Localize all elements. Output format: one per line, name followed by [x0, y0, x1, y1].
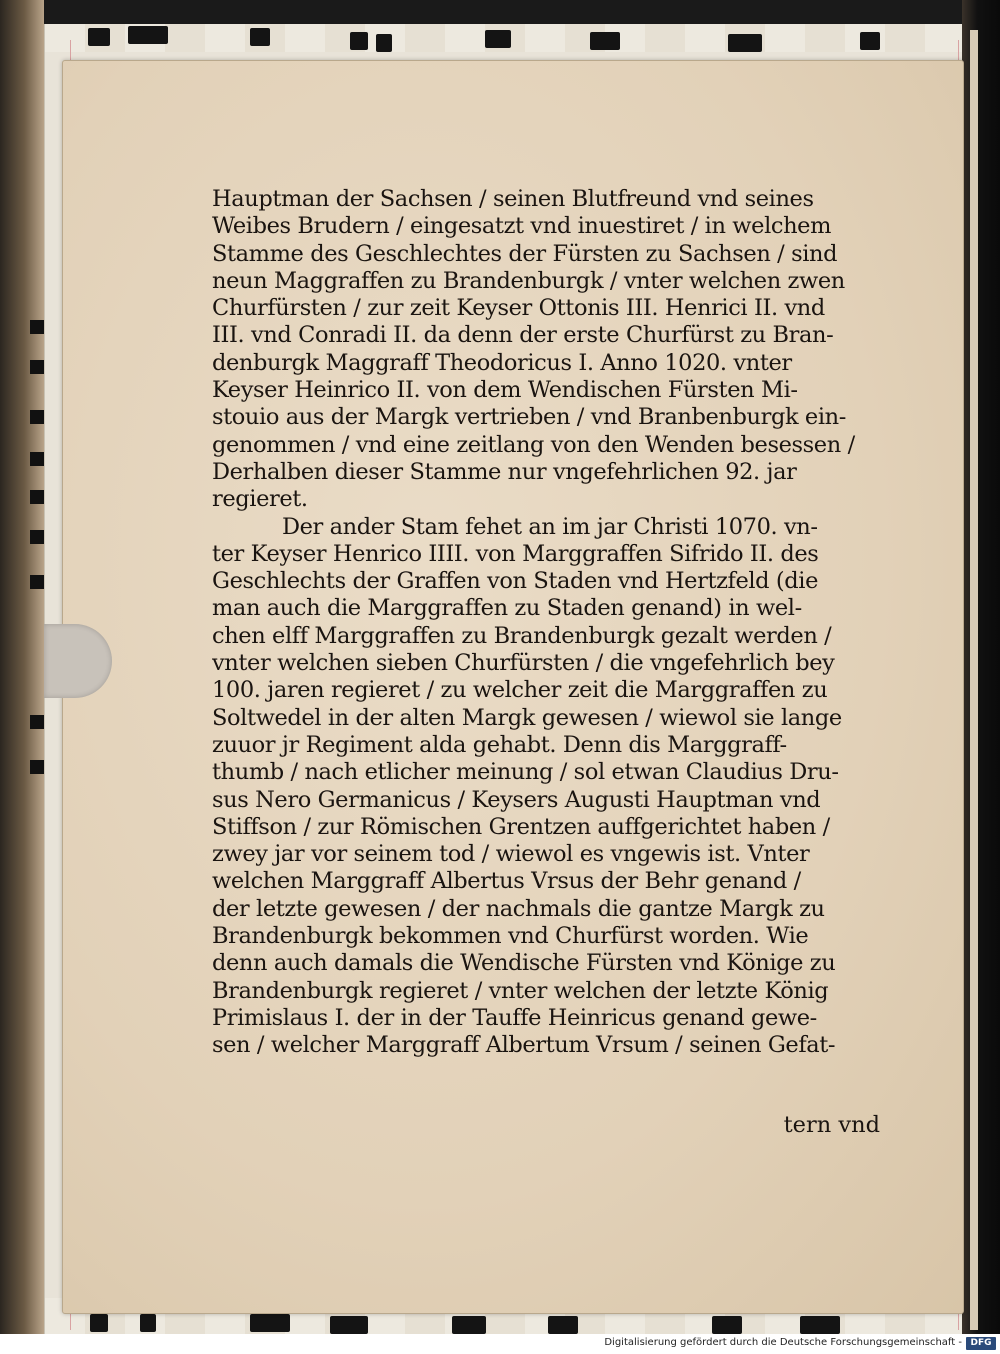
text-line: welchen Marggraff Albertus Vrsus der Behr genand /	[212, 868, 801, 895]
text-line: man auch die Marggraffen zu Staden genand) in wel-	[212, 595, 802, 622]
text-line: Brandenburgk regieret / vnter welchen der letzte König	[212, 977, 829, 1004]
dfg-logo-icon: DFG	[966, 1337, 996, 1350]
text-line: stouio aus der Margk vertrieben / vnd Branbenburgk ein-	[212, 404, 846, 431]
catchword: tern vnd	[783, 1112, 880, 1138]
top-tab-mark	[485, 30, 511, 48]
text-line: Derhalben dieser Stamme nur vngefehrlichen 92. jar	[212, 458, 797, 485]
text-line: neun Maggraffen zu Brandenburgk / vnter welchen zwen	[212, 267, 845, 294]
top-tab-mark	[350, 32, 368, 50]
binding-marks	[2, 0, 42, 1334]
text-line: der letzte gewesen / der nachmals die gantze Margk zu	[212, 895, 825, 922]
text-line: Geschlechts der Graffen von Staden vnd Hertzfeld (die	[212, 568, 819, 595]
binding-edge-right	[962, 0, 1000, 1334]
page-edge-right	[970, 30, 978, 1330]
text-line: Weibes Brudern / eingesatzt vnd inuestiret / in welchem	[212, 213, 832, 240]
text-line: denn auch damals die Wendische Fürsten vnd Könige zu	[212, 950, 836, 977]
text-line: Der ander Stam fehet an im jar Christi 1070. vn-	[282, 513, 818, 540]
text-line: denburgk Maggraff Theodoricus I. Anno 1020. vnter	[212, 349, 792, 376]
text-line: vnter welchen sieben Churfürsten / die vngefehrlich bey	[212, 650, 835, 677]
top-tab-mark	[728, 34, 762, 52]
text-line: sus Nero Germanicus / Keysers Augusti Hauptman vnd	[212, 786, 821, 813]
top-tab-mark	[590, 32, 620, 50]
text-line: sen / welcher Marggraff Albertum Vrsum / seinen Gefat-	[212, 1032, 836, 1059]
bottom-tab-mark	[90, 1314, 108, 1332]
text-line: regieret.	[212, 486, 308, 513]
top-tab-mark	[88, 28, 110, 46]
text-line: Primislaus I. der in der Tauffe Heinricus genand gewe-	[212, 1004, 817, 1031]
text-line: Hauptman der Sachsen / seinen Blutfreund vnd seines	[212, 186, 814, 212]
text-line: chen elff Marggraffen zu Brandenburgk gezalt werden /	[212, 622, 832, 649]
footer-bar	[0, 1334, 1000, 1354]
text-line: ter Keyser Henrico IIII. von Marggraffen Sifrido II. des	[212, 540, 819, 567]
text-line: Brandenburgk bekommen vnd Churfürst worden. Wie	[212, 923, 809, 950]
page-text	[212, 186, 880, 1060]
bottom-tab-mark	[140, 1314, 156, 1332]
text-line: Stiffson / zur Römischen Grentzen auffgerichtet haben /	[212, 813, 830, 840]
text-line: Keyser Heinrico II. von dem Wendischen Fürsten Mi-	[212, 377, 798, 404]
text-line: Churfürsten / zur zeit Keyser Ottonis III. Henrici II. vnd	[212, 295, 825, 322]
text-line: zuuor jr Regiment alda gehabt. Denn dis Marggraff-	[212, 731, 787, 758]
top-tab-mark	[250, 28, 270, 46]
text-line: genommen / vnd eine zeitlang von den Wenden besessen /	[212, 431, 855, 458]
text-line: III. vnd Conradi II. da denn der erste Churfürst zu Bran-	[212, 322, 834, 349]
bottom-tab-mark	[330, 1316, 368, 1334]
text-line: 100. jaren regieret / zu welcher zeit die Marggraffen zu	[212, 677, 828, 704]
bottom-tab-mark	[548, 1316, 578, 1334]
bottom-tab-mark	[800, 1316, 840, 1334]
text-line: Soltwedel in der alten Margk gewesen / wiewol sie lange	[212, 704, 842, 731]
top-tab-mark	[128, 26, 168, 44]
bottom-tab-mark	[250, 1314, 290, 1332]
text-line: Stamme des Geschlechtes der Fürsten zu Sachsen / sind	[212, 240, 838, 267]
text-line: zwey jar vor seinem tod / wiewol es vngewis ist. Vnter	[212, 841, 810, 868]
bottom-tab-mark	[712, 1316, 742, 1334]
funding-note: Digitalisierung gefördert durch die Deutsche Forschungsgemeinschaft -	[604, 1337, 962, 1348]
top-tab-mark	[860, 32, 880, 50]
bottom-tab-mark	[452, 1316, 486, 1334]
text-line: thumb / nach etlicher meinung / sol etwan Claudius Dru-	[212, 759, 839, 786]
top-tab-mark	[376, 34, 392, 52]
